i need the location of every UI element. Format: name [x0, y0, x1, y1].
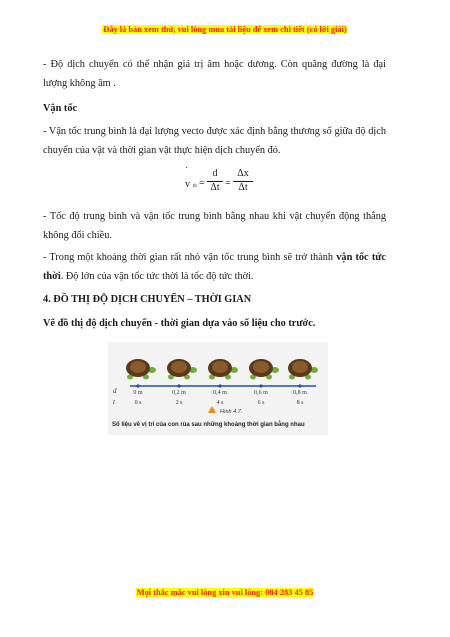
time-label: 2 s	[175, 400, 183, 406]
turtle-position-figure	[108, 342, 328, 435]
fraction-d-over-dt	[207, 168, 223, 195]
tick-point	[298, 384, 301, 387]
paragraph-instantaneous-velocity	[43, 248, 386, 286]
vector-arrow-mark: ˙	[185, 166, 189, 177]
turtle-figure-svg	[108, 342, 328, 435]
position-label: 0,4 m	[213, 390, 227, 396]
formula-equals-1: =	[199, 178, 205, 189]
tick-point	[136, 384, 139, 387]
paragraph-displacement-sign: - Độ dịch chuyển có thể nhận giá trị âm hoặc dương. Còn quãng đường là đại lượng không âm .	[43, 59, 386, 89]
turtle-shell-pattern	[292, 361, 308, 373]
fraction-denominator: Δt	[210, 182, 220, 193]
position-label: 0 m	[133, 390, 143, 396]
paragraph-average-velocity: - Vận tốc trung bình là đại lượng vecto được xác định bằng thương số giữa độ dịch chuyển của vật và thời gian vật thực hiện dịch chuyển đó.	[43, 126, 386, 156]
preview-banner: Đây là bản xem thử, vui lòng mua tài liệu để xem chi tiết (có lời giải)	[103, 25, 347, 34]
heading-draw-graph: Vẽ đồ thị độ dịch chuyển - thời gian dựa vào số liệu cho trước.	[43, 318, 316, 329]
turtle-shell-pattern	[253, 361, 269, 373]
position-label: 0,6 m	[254, 390, 268, 396]
tick-point	[259, 384, 262, 387]
turtle-shell-pattern	[212, 361, 228, 373]
formula-subscript: tb	[193, 184, 197, 189]
turtle-icon	[126, 359, 156, 380]
formula-equals-2: =	[225, 178, 231, 189]
turtle-icon	[167, 359, 197, 380]
tick-point	[177, 384, 180, 387]
position-labels	[133, 390, 307, 396]
turtle-icon	[249, 359, 279, 380]
turtle-icon	[208, 359, 238, 380]
fraction-numerator: Δx	[237, 168, 249, 179]
t-axis-label: t	[113, 398, 115, 406]
turtle-shell-pattern	[171, 361, 187, 373]
contact-footer: Mọi thắc mắc vui lòng xin vui lòng: 084 283 45 85	[136, 588, 314, 597]
fraction-dx-over-dt	[233, 168, 253, 195]
heading-section-4: 4. ĐỒ THỊ ĐỘ DỊCH CHUYỂN – THỜI GIAN	[43, 294, 252, 305]
time-labels	[135, 400, 305, 406]
formula-v: v	[185, 179, 190, 190]
figure-caption: Số liệu về vị trí của con rùa sau những khoảng thời gian bằng nhau	[112, 422, 305, 428]
turtle-shell-pattern	[130, 361, 146, 373]
tick-point	[218, 384, 221, 387]
instant-text-pre: - Trong một khoảng thời gian rất nhỏ vận tốc trung bình sẽ trở thành	[43, 252, 337, 263]
fraction-denominator: Δt	[238, 182, 248, 193]
d-axis-label: d	[113, 387, 117, 395]
paragraph-speed-equals-velocity: - Tốc độ trung bình và vận tốc trung bình bằng nhau khi vật chuyển động thẳng không đổi chiều.	[43, 211, 386, 241]
time-label: 4 s	[216, 400, 224, 406]
time-label: 8 s	[296, 400, 304, 406]
heading-velocity: Vận tốc	[43, 103, 78, 114]
triangle-icon	[208, 406, 216, 413]
figure-number: Hình 4.7.	[220, 409, 243, 415]
fraction-numerator: d	[212, 168, 218, 179]
average-velocity-formula	[185, 168, 255, 204]
instant-text-bold: vận tốc tức thời	[43, 252, 386, 282]
position-label: 0,8 m	[293, 390, 307, 396]
turtle-icon	[288, 359, 318, 380]
instant-text-post: . Độ lớn của vận tốc tức thời là tốc độ tức thời.	[60, 271, 254, 282]
time-label: 6 s	[257, 400, 265, 406]
time-label: 0 s	[134, 400, 142, 406]
position-label: 0,2 m	[172, 390, 186, 396]
turtle-group	[126, 359, 318, 380]
